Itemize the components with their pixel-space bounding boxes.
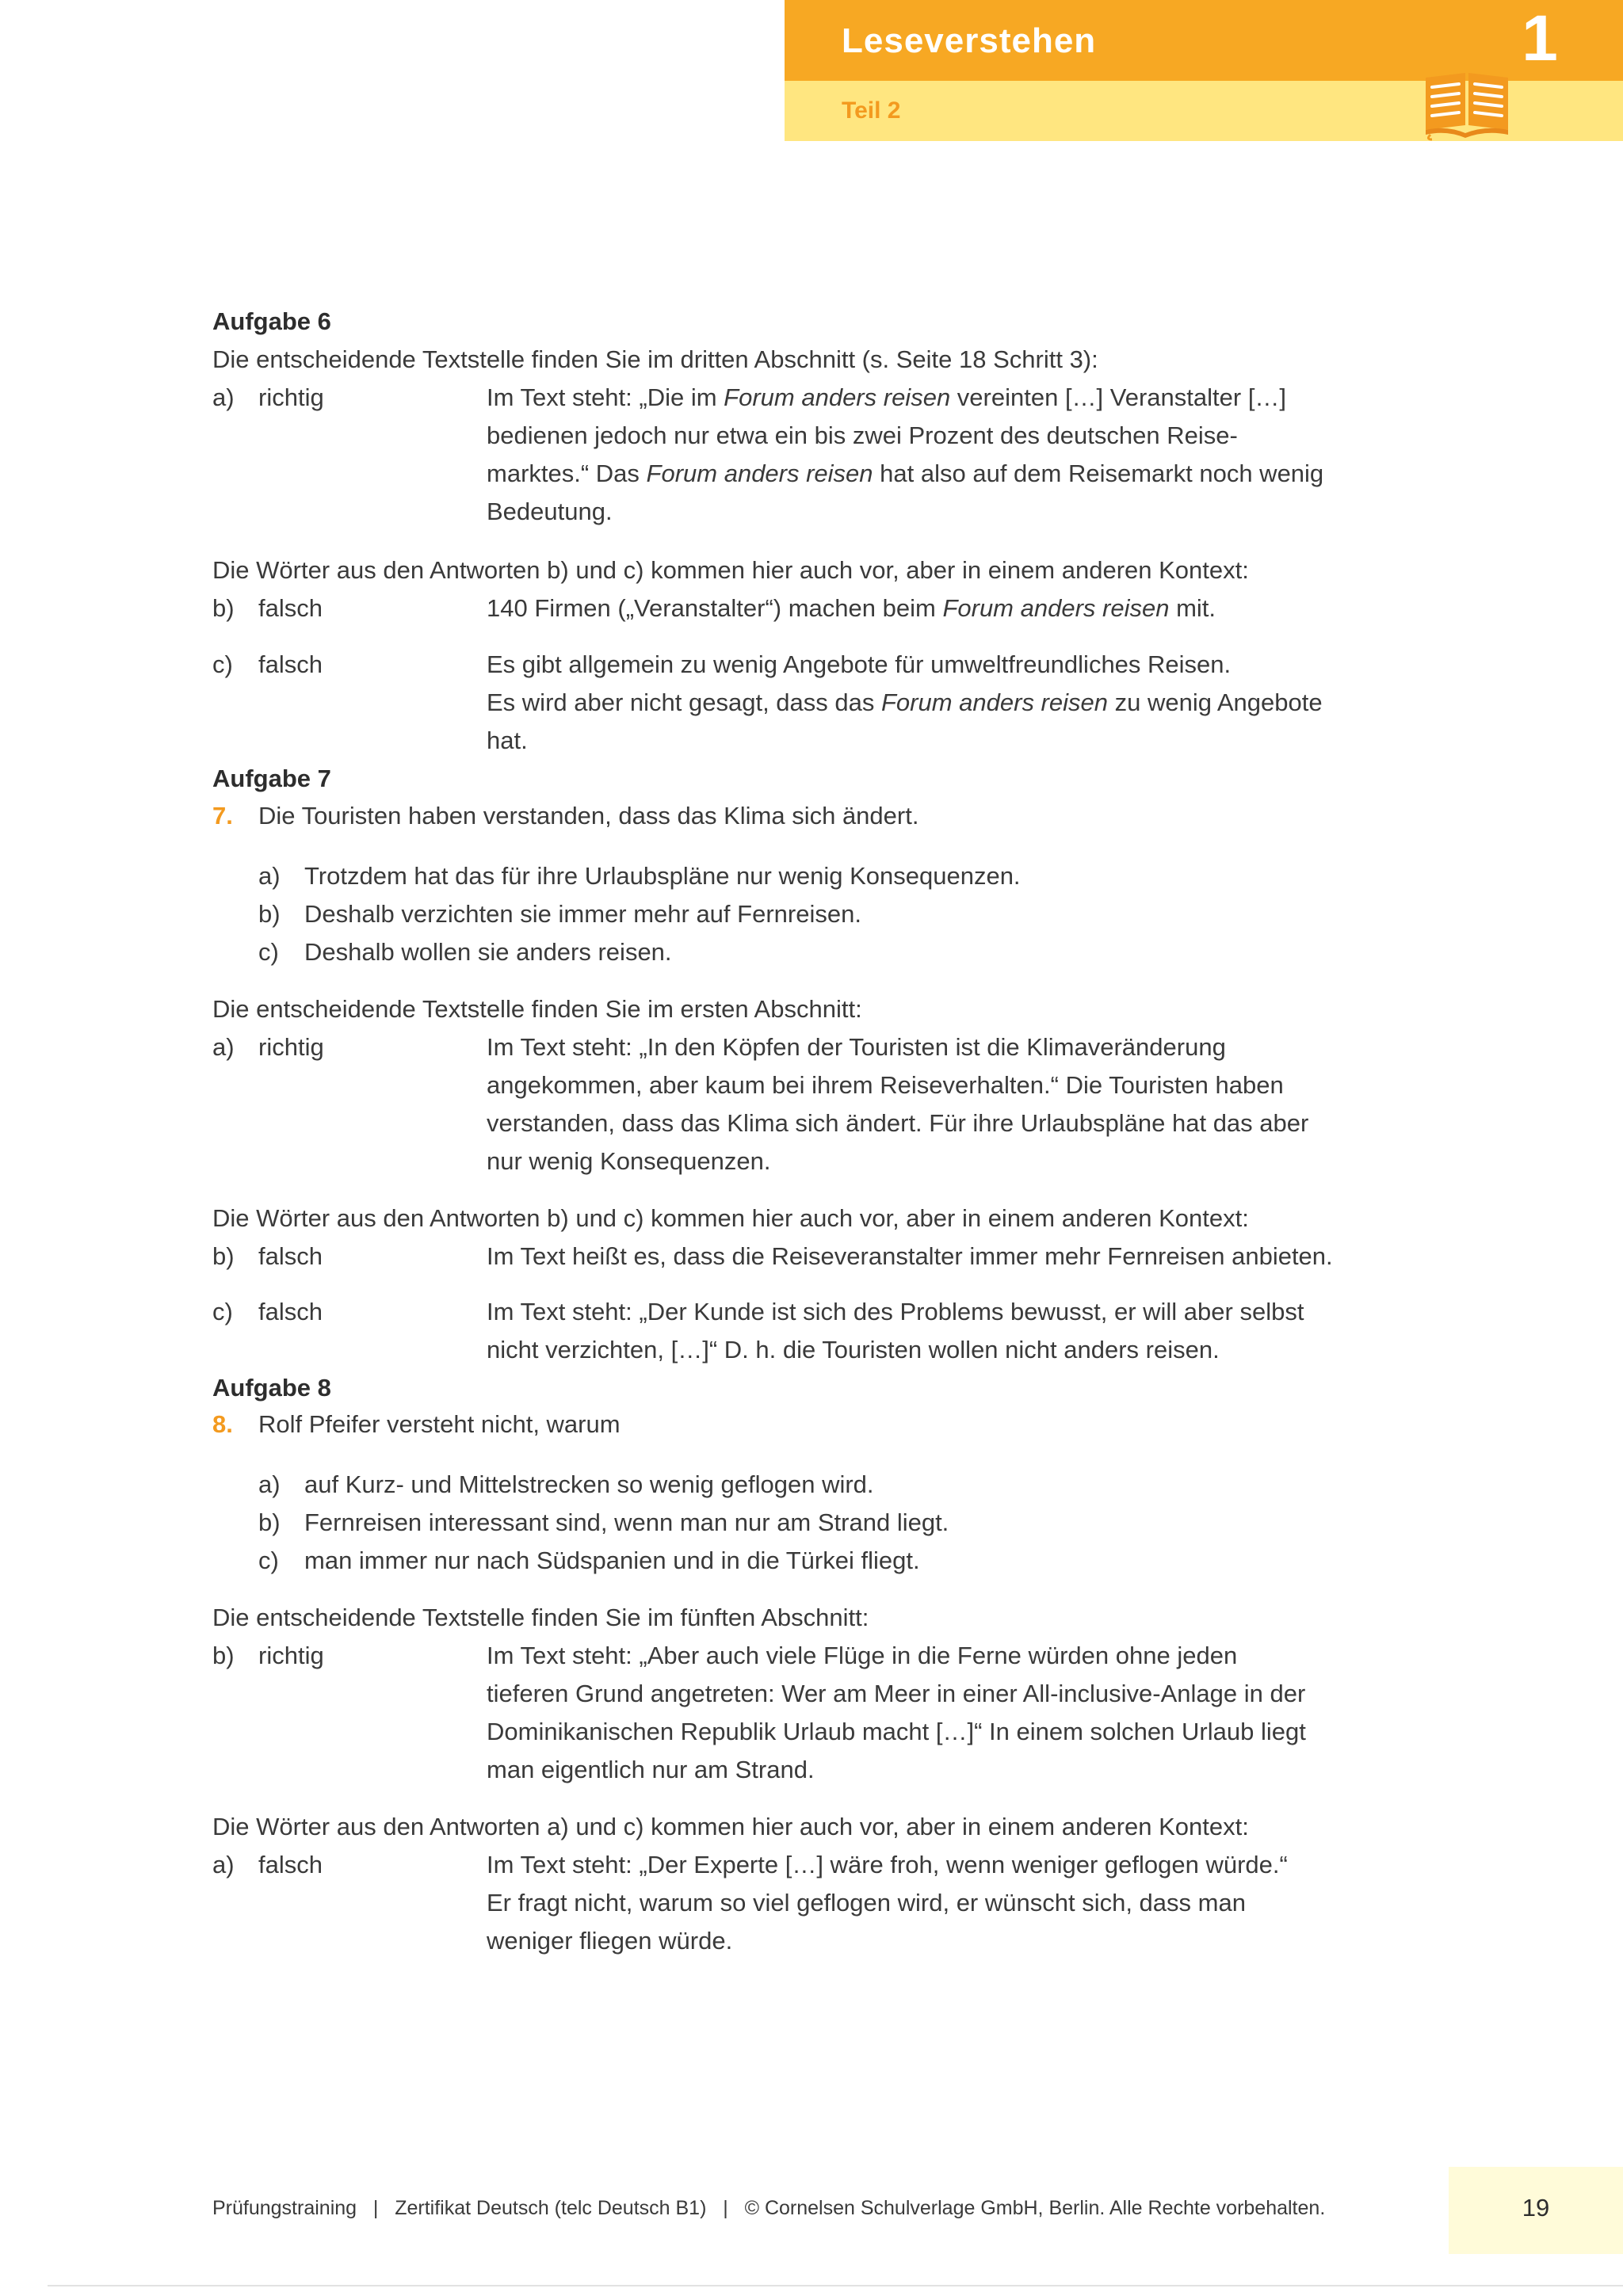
question-text: Die Touristen haben verstanden, dass das Klima sich ändert. — [258, 802, 919, 830]
option-label: a) — [258, 1470, 281, 1498]
answer-label: a) — [212, 383, 235, 411]
explanation-line: nur wenig Konsequenzen. — [487, 1147, 771, 1175]
explanation-line: marktes.“ Das Forum anders reisen hat also auf dem Reisemarkt noch wenig — [487, 460, 1324, 487]
explanation-line: Im Text steht: „Der Kunde ist sich des Problems bewusst, er will aber selbst — [487, 1298, 1304, 1325]
explanation-line: bedienen jedoch nur etwa ein bis zwei Prozent des deutschen Reise- — [487, 421, 1238, 449]
task-heading-7: Aufgabe 7 — [212, 765, 331, 792]
task-heading-6: Aufgabe 6 — [212, 307, 331, 335]
answer-label: c) — [212, 1298, 233, 1325]
option-label: b) — [258, 900, 281, 928]
page-number: 19 — [1522, 2194, 1550, 2222]
context-note: Die Wörter aus den Antworten b) und c) kommen hier auch vor, aber in einem anderen Kontext: — [212, 556, 1249, 584]
answer-label: a) — [212, 1033, 235, 1061]
answer-status: falsch — [258, 1851, 323, 1878]
answer-label: b) — [212, 1242, 235, 1270]
footer-text: Prüfungstraining | Zertifikat Deutsch (telc Deutsch B1) | © Cornelsen Schulverlage GmbH, Berlin. Alle Rechte vorbehalten. — [212, 2197, 1326, 2219]
option-text: man immer nur nach Südspanien und in die Türkei fliegt. — [304, 1547, 920, 1574]
option-text: Deshalb wollen sie anders reisen. — [304, 938, 672, 966]
answer-status: falsch — [258, 594, 323, 622]
answer-label: b) — [212, 1642, 235, 1669]
answer-status: richtig — [258, 383, 324, 411]
task8-intro: Die entscheidende Textstelle finden Sie im fünften Abschnitt: — [212, 1604, 869, 1631]
answer-label: b) — [212, 594, 235, 622]
explanation-line: weniger fliegen würde. — [487, 1927, 733, 1955]
answer-label: a) — [212, 1851, 235, 1878]
question-text: Rolf Pfeifer versteht nicht, warum — [258, 1410, 621, 1438]
context-note: Die Wörter aus den Antworten b) und c) kommen hier auch vor, aber in einem anderen Kontext: — [212, 1204, 1249, 1232]
answer-status: falsch — [258, 1298, 323, 1325]
explanation-line: Im Text steht: „Der Experte […] wäre froh, wenn weniger geflogen würde.“ — [487, 1851, 1288, 1878]
option-label: c) — [258, 938, 279, 966]
option-label: c) — [258, 1547, 279, 1574]
section-title: Leseverstehen — [842, 21, 1097, 60]
explanation-line: Im Text steht: „Die im Forum anders reisen vereinten […] Veranstalter […] — [487, 383, 1287, 411]
section-subtitle: Teil 2 — [842, 97, 901, 124]
question-number: 8. — [212, 1410, 233, 1438]
explanation-line: Bedeutung. — [487, 498, 613, 525]
question-number: 7. — [212, 802, 233, 830]
chapter-number: 1 — [1522, 2, 1558, 74]
bottom-rule — [48, 2285, 1623, 2286]
explanation-line: Im Text heißt es, dass die Reiseveranstalter immer mehr Fernreisen anbieten. — [487, 1242, 1333, 1270]
explanation-line: 140 Firmen („Veranstalter“) machen beim Forum anders reisen mit. — [487, 594, 1216, 622]
answer-label: c) — [212, 650, 233, 678]
answer-status: falsch — [258, 1242, 323, 1270]
explanation-line: hat. — [487, 727, 528, 754]
explanation-line: Es wird aber nicht gesagt, dass das Forum anders reisen zu wenig Angebote — [487, 688, 1323, 716]
explanation-line: nicht verzichten, […]“ D. h. die Touristen wollen nicht anders reisen. — [487, 1336, 1220, 1363]
answer-status: richtig — [258, 1642, 324, 1669]
book-icon — [1415, 62, 1519, 141]
explanation-line: Im Text steht: „In den Köpfen der Touristen ist die Klimaveränderung — [487, 1033, 1226, 1061]
option-text: auf Kurz- und Mittelstrecken so wenig geflogen wird. — [304, 1470, 874, 1498]
option-label: a) — [258, 862, 281, 890]
option-text: Deshalb verzichten sie immer mehr auf Fernreisen. — [304, 900, 861, 928]
answer-status: falsch — [258, 650, 323, 678]
task6-intro: Die entscheidende Textstelle finden Sie im dritten Abschnitt (s. Seite 18 Schritt 3): — [212, 345, 1098, 373]
option-text: Trotzdem hat das für ihre Urlaubspläne nur wenig Konsequenzen. — [304, 862, 1021, 890]
explanation-line: Dominikanischen Republik Urlaub macht […]“ In einem solchen Urlaub liegt — [487, 1718, 1306, 1745]
explanation-line: Er fragt nicht, warum so viel geflogen wird, er wünscht sich, dass man — [487, 1889, 1246, 1917]
explanation-line: Im Text steht: „Aber auch viele Flüge in die Ferne würden ohne jeden — [487, 1642, 1238, 1669]
option-label: b) — [258, 1508, 281, 1536]
explanation-line: man eigentlich nur am Strand. — [487, 1756, 815, 1783]
task-heading-8: Aufgabe 8 — [212, 1374, 331, 1402]
explanation-line: tieferen Grund angetreten: Wer am Meer in einer All-inclusive-Anlage in der — [487, 1680, 1306, 1707]
explanation-line: angekommen, aber kaum bei ihrem Reiseverhalten.“ Die Touristen haben — [487, 1071, 1284, 1099]
context-note: Die Wörter aus den Antworten a) und c) kommen hier auch vor, aber in einem anderen Kontext: — [212, 1813, 1249, 1840]
option-text: Fernreisen interessant sind, wenn man nur am Strand liegt. — [304, 1508, 949, 1536]
explanation-line: Es gibt allgemein zu wenig Angebote für umweltfreundliches Reisen. — [487, 650, 1232, 678]
task7-intro: Die entscheidende Textstelle finden Sie im ersten Abschnitt: — [212, 995, 862, 1023]
answer-status: richtig — [258, 1033, 324, 1061]
explanation-line: verstanden, dass das Klima sich ändert. Für ihre Urlaubspläne hat das aber — [487, 1109, 1309, 1137]
